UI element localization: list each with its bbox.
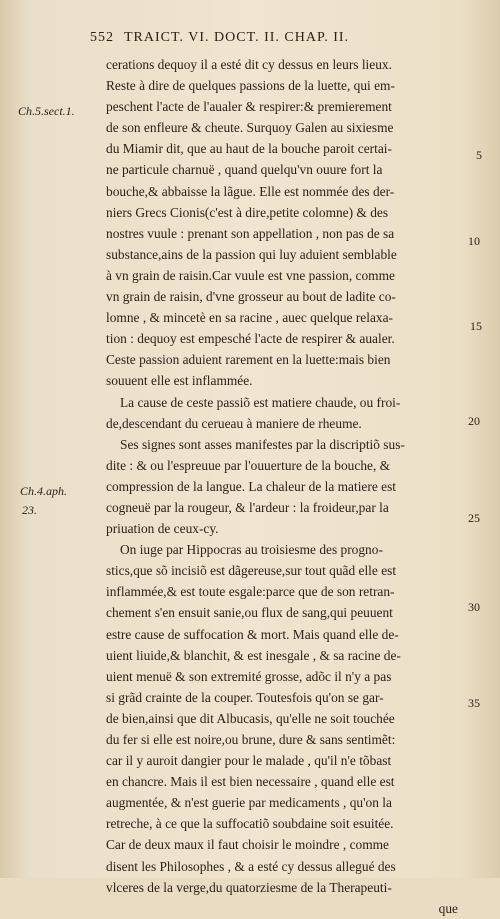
text-line: substance,ains de la passion qui luy aduient semblable [106, 246, 397, 262]
text-line: augmentée, & n'est guerie par medicaments , qu'on la [106, 795, 392, 811]
page-number: 552 [90, 30, 114, 45]
line-number: 10 [468, 234, 480, 248]
text-line: niers Grecs Cionis(c'est à dire,petite colomne) & des [106, 204, 389, 220]
running-head: TRAICT. VI. DOCT. II. CHAP. II. [124, 30, 350, 45]
text-line: uient menuë & son extremité grosse, adõc il n'y a pas [106, 668, 392, 684]
text-line: priuation de ceux-cy. [106, 521, 219, 537]
text-line: peschent l'acte de l'aualer & respirer:& premierement [106, 99, 392, 115]
text-line: en chancre. Mais il est bien necessaire , quand elle est [106, 774, 395, 790]
text-line: stics,que sõ incisiõ est dãgereuse,sur tout quãd elle est [106, 563, 397, 579]
text-line: de son enfleure & cheute. Surquoy Galen au sixiesme [106, 120, 394, 136]
text-line: retreche, à ce que la suffocatiõ soubdaine soit esuitée. [106, 816, 394, 832]
text-line: compression de la langue. La chaleur de la matiere est [106, 478, 397, 494]
text-line: Ceste passion aduient rarement en la luette:mais bien [106, 352, 391, 368]
text-line: du Miamir dit, que au haut de la bouche paroit certai- [106, 141, 392, 157]
text-line: si grãd crainte de la couper. Toutesfois qu'on se gar- [106, 689, 384, 705]
line-number: 20 [468, 414, 480, 428]
text-line: Ses signes sont asses manifestes par la discriptiõ sus- [120, 436, 405, 452]
text-line: inflammée,& est toute esgale:parce que de son retran- [106, 584, 395, 600]
catchword: que [438, 900, 458, 916]
text-line: disent les Philosophes , & a esté cy dessus allegué des [106, 858, 396, 874]
text-line: dite : & ou l'espreuue par l'ouuerture de la bouche, & [106, 457, 391, 473]
text-line: ne particule charnuë , quand quelqu'vn ouure fort la [106, 162, 383, 178]
text-line: du fer si elle est noire,ou brune, dure & sans sentimẽt: [106, 732, 396, 747]
text-line: estre cause de suffocation & mort. Mais quand elle de- [106, 626, 399, 642]
text-line: de,descendant du cerueau à maniere de rheume. [106, 415, 362, 431]
margin-note: 23. [22, 503, 37, 517]
line-number: 15 [470, 319, 482, 333]
text-line: Car de deux maux il faut choisir le moindre , comme [106, 837, 389, 853]
text-line: lomne , & mincetè en sa racine , auec quelque relaxa- [106, 310, 394, 326]
text-line: vn grain de raisin, d'vne grosseur au bout de ladite co- [106, 289, 396, 305]
text-line: de bien,ainsi que dit Albucasis, qu'elle ne soit touchée [106, 710, 395, 726]
text-line: souuent elle est inflammée. [106, 373, 253, 389]
text-line: On iuge par Hippocras au troisiesme des progno- [120, 542, 383, 558]
margin-note: Ch.5.sect.1. [18, 104, 75, 118]
text-line: Reste à dire de quelques passions de la luette, qui em- [106, 78, 395, 94]
line-number: 35 [468, 696, 480, 710]
text-line: nostres vuule : prenant son appellation , non pas de sa [106, 225, 395, 241]
page-header [90, 30, 470, 52]
text-line: uient liuide,& blanchit, & est inesgale , & sa racine de- [106, 647, 401, 663]
text-line: cogneuë par la rougeur, & l'ardeur : la froideur,par la [106, 499, 389, 515]
text-line: car il y auroit dangier pour le malade , qu'il n'e tõbast [106, 753, 392, 769]
text-line: cerations dequoy il a esté dit cy dessus en leurs lieux. [106, 57, 392, 72]
text-line: à vn grain de raisin.Car vuule est vne passion, comme [106, 267, 395, 283]
text-line: vlceres de la verge,du quatorziesme de la Therapeuti- [106, 879, 392, 895]
text-line: tion : dequoy est empesché l'acte de respirer & aualer. [106, 331, 395, 347]
line-number: 25 [468, 511, 480, 525]
text-line: chement s'en ensuit sanie,ou flux de sang,qui peuuent [106, 605, 393, 621]
line-number: 30 [468, 600, 480, 614]
text-line: bouche,& abbaisse la lãgue. Elle est nommée des der- [106, 183, 395, 199]
line-number: 5 [476, 148, 482, 162]
text-line: La cause de ceste passiõ est matiere chaude, ou froi- [120, 394, 401, 410]
margin-note: Ch.4.aph. [20, 484, 68, 498]
body-text [106, 54, 466, 919]
